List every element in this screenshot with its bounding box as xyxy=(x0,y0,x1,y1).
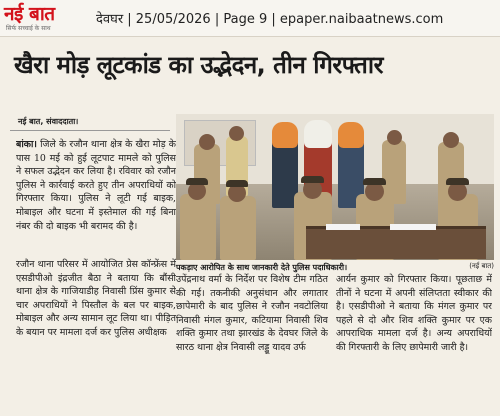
photo-credit: (नई बात) xyxy=(469,262,494,270)
article-byline: नई बात, संवाददाता। xyxy=(18,117,79,126)
photo-accused-hood xyxy=(272,122,298,148)
photo-caption-text: पकड़ाए आरोपित के साथ जानकारी देते पुलिस पदाधिकारी। xyxy=(176,263,348,272)
photo-officer-head xyxy=(387,130,402,145)
photo-officer-cap xyxy=(363,178,386,185)
photo-seated-officer xyxy=(180,194,216,260)
byline-divider xyxy=(10,130,170,131)
logo-text: नई बात xyxy=(4,3,55,25)
photo-officer-cap xyxy=(301,176,324,183)
photo-papers xyxy=(326,224,360,230)
edition-dateline: देवघर | 25/05/2026 | Page 9 | epaper.naibaatnews.com xyxy=(96,12,444,27)
article-column-1-continued xyxy=(16,258,176,412)
article-paragraph-4: आर्यन कुमार को गिरफ्तार किया। पूछताछ में तीनों ने घटना में अपनी संलिप्तता स्वीकार की है। एसडीपीओ ने बताया कि मंगल कुमार पर पहले से दो और शिव शक्ति कुमार पर एक आपराधिक मामला दर्ज है। अन्य अपराधियों की गिरफ्तारी के लिए छापेमारी जारी है। xyxy=(336,274,492,353)
news-photo[interactable] xyxy=(176,114,494,260)
article-paragraph-2: रजौन थाना परिसर में आयोजित प्रेस कॉन्फ्रेंस में एसडीपीओ इंद्रजीत बैठा ने बताया कि बौंसी थाना क्षेत्र के गाजियाडीह निवासी प्रिंस कुमार से चार अपराधियों ने पिस्तौल के बल पर बाइक, मोबाइल और अन्य सामान लूट लिया था। पीड़ित के बयान पर मामला दर्ज कर पुलिस अधीक्षक xyxy=(16,259,176,338)
article-dateline-lead: बांका। xyxy=(16,139,37,150)
photo-officer-cap xyxy=(186,178,208,185)
photo-seated-officer xyxy=(220,196,256,260)
masthead-bar xyxy=(0,0,500,37)
photo-caption xyxy=(176,262,494,272)
photo-officer-cap xyxy=(446,178,469,185)
photo-officer-head xyxy=(229,126,244,141)
photo-accused-hood xyxy=(338,122,364,148)
article-column-3 xyxy=(336,273,492,411)
photo-officer-head xyxy=(443,132,459,148)
photo-officer-cap xyxy=(226,180,248,187)
photo-accused-hood xyxy=(304,120,332,148)
photo-table xyxy=(306,226,486,259)
article-paragraph-3: उपेंद्रनाथ वर्मा के निर्देश पर विशेष टीम गठित की गई। तकनीकी अनुसंधान और लगातार छापेमारी के बाद पुलिस ने रजौन नवटोलिया निवासी मंगल कुमार, कटियामा निवासी शिव शक्ति कुमार तथा झारखंड के देवघर जिले के सारठ थाना क्षेत्र निवासी लड्डू यादव उर्फ xyxy=(176,274,328,353)
newspaper-logo[interactable] xyxy=(4,2,88,34)
photo-papers xyxy=(390,224,436,230)
article-column-2 xyxy=(176,273,328,411)
photo-officer-head xyxy=(199,134,215,150)
logo-tagline: सिर्फ सच्चाई के साथ xyxy=(6,25,51,32)
article-headline: खैरा मोड़ लूटकांड का उद्भेदन, तीन गिरफ्तार xyxy=(14,51,383,79)
article-column-1 xyxy=(16,138,176,256)
article-paragraph-1: जिले के रजौन थाना क्षेत्र के खैरा मोड़ के पास 10 मई को हुई लूटपाट मामले को पुलिस ने सफल उद्भेदन कर लिया है। रविवार को रजौन पुलिस ने कार्रवाई करते हुए तीन अपराधियों को गिरफ्तार किया। पुलिस ने लूटी गई बाइक, मोबाइल और घटना में इस्तेमाल की गई बिना नंबर की दो बाइक भी बरामद की है। xyxy=(16,139,176,232)
